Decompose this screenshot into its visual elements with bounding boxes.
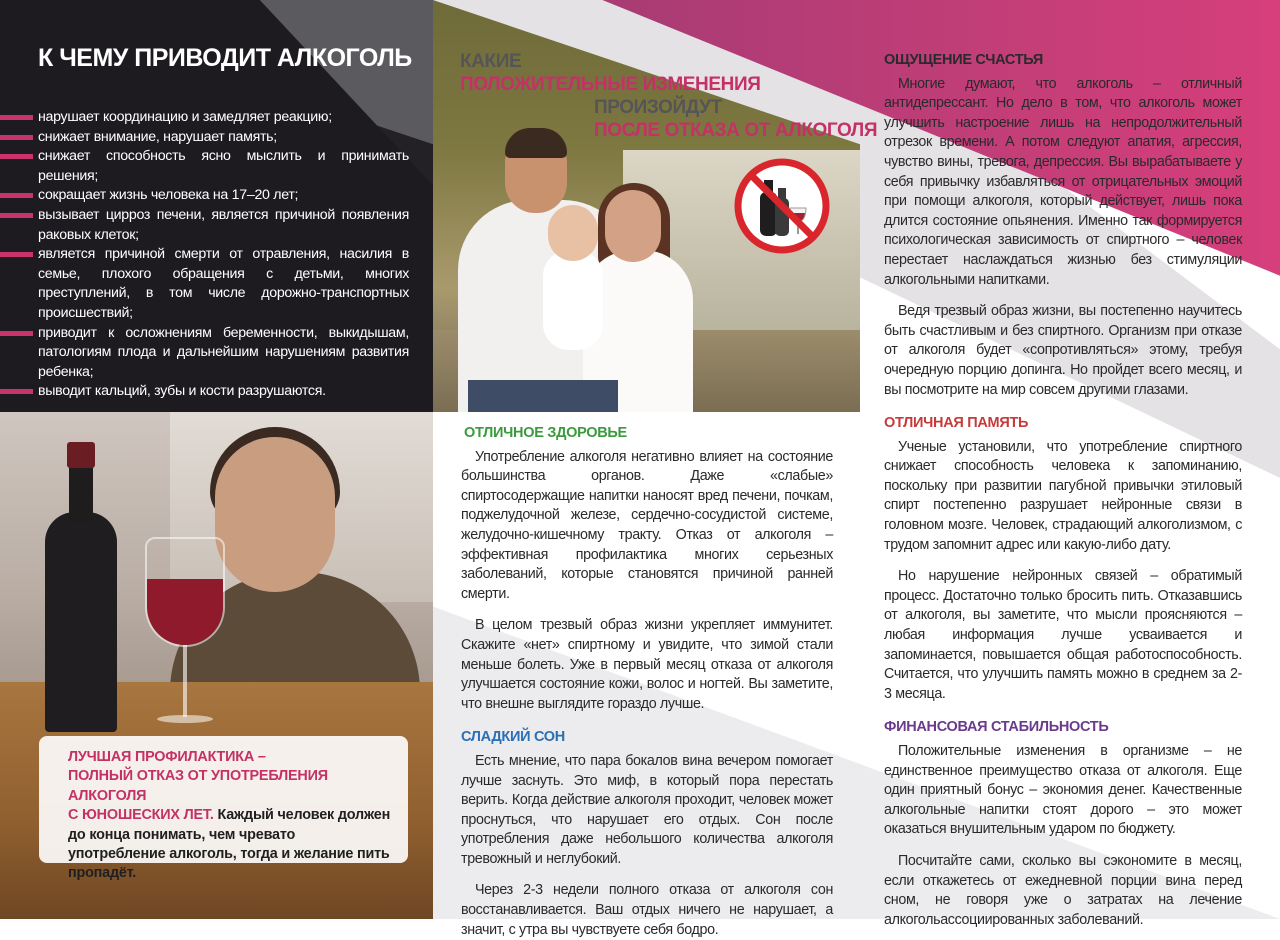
harm-item-text: снижает способность ясно мыслить и принимать решения; [38, 148, 409, 184]
prevention-text: Каждый человек должен до конца понимать, чем чревато употребление алкоголь, тогда и желание пить пропадёт. [68, 807, 391, 882]
no-alcohol-icon [734, 158, 830, 254]
harm-item [0, 206, 425, 245]
bullet-bar-icon [0, 252, 33, 257]
bullet-bar-icon [0, 389, 33, 394]
memory-paragraph-1: Ученые установили, что употребление спиртного снижает способность человека к запоминанию, поскольку при развитии пагубной привычки этиловый спирт постепенно разрушает нейронные связи в головном мозге. Человек, страдающий алкоголизмом, с трудом запомнит адрес или какую-либо дату. [884, 438, 1242, 553]
heading-line-1: КАКИЕ [460, 51, 522, 72]
wine-bottle-icon [45, 442, 117, 732]
happiness-paragraph-2: Ведя трезвый образ жизни, вы постепенно научитесь быть счастливым и без спиртного. Организм при отказе от алкоголя будет «сопротивляться» этому, требуя очередную порцию допинга. Но пройдет всего месяц, и вы посмотрите на мир совсем другими глазами. [884, 303, 1242, 398]
harm-item-text: выводит кальций, зубы и кости разрушаются. [38, 383, 326, 400]
finance-title: ФИНАНСОВАЯ СТАБИЛЬНОСТЬ [884, 719, 1109, 736]
harm-item [0, 108, 425, 128]
prevention-line-1: ЛУЧШАЯ ПРОФИЛАКТИКА – [68, 749, 266, 765]
harm-item-text: является причиной смерти от отравления, насилия в семье, плохого обращения с детьми, многих преступлений, в том числе дорожно-транспортных происшествий; [38, 246, 409, 321]
harm-title: К ЧЕМУ ПРИВОДИТ АЛКОГОЛЬ [38, 44, 412, 72]
heading-line-3: ПРОИЗОЙДУТ [594, 97, 722, 118]
prevention-callout [39, 736, 408, 882]
prevention-line-2: ПОЛНЫЙ ОТКАЗ ОТ УПОТРЕБЛЕНИЯ АЛКОГОЛЯ [68, 768, 328, 804]
prevention-line-3: С ЮНОШЕСКИХ ЛЕТ. [68, 807, 214, 824]
heading-line-2: ПОЛОЖИТЕЛЬНЫЕ ИЗМЕНЕНИЯ [460, 74, 761, 95]
bullet-bar-icon [0, 154, 33, 159]
sleep-title: СЛАДКИЙ СОН [461, 729, 565, 746]
heading-line-4: ПОСЛЕ ОТКАЗА ОТ АЛКОГОЛЯ [594, 120, 878, 141]
bullet-bar-icon [0, 213, 33, 218]
harm-item-text: нарушает координацию и замедляет реакцию; [38, 109, 332, 125]
health-paragraph-2: В целом трезвый образ жизни укрепляет иммунитет. Скажите «нет» спиртному и увидите, что зимой стали меньше болеть. Уже в первый месяц отказа от алкоголя улучшается состояние кожи, волос и ногтей. Вы заметите, что внешне выглядите гораздо лучше. [461, 617, 833, 712]
harm-item-text: снижает внимание, нарушает память; [38, 128, 277, 145]
finance-paragraph-1: Положительные изменения в организме – не единственное преимущество отказа от алкоголя. Еще один приятный бонус – экономия денег. Качественные алкогольные напитки стоят дорого – это может оказаться внушительным ударом по бюджету. [884, 743, 1242, 838]
bullet-bar-icon [0, 193, 33, 198]
harm-item [0, 147, 425, 186]
harm-item [0, 324, 425, 383]
changes-heading [460, 50, 877, 142]
happiness-title: ОЩУЩЕНИЕ СЧАСТЬЯ [884, 52, 1043, 68]
sleep-paragraph-2: Через 2-3 недели полного отказа от алкоголя сон восстанавливается. Ваш отдых ничего не нарушает, а значит, с утра вы чувствуете себя бодро. [461, 882, 833, 938]
memory-title: ОТЛИЧНАЯ ПАМЯТЬ [884, 415, 1029, 432]
right-column [884, 51, 1242, 930]
wine-glass-icon [145, 537, 225, 727]
harm-list [0, 108, 425, 402]
harm-item [0, 128, 425, 148]
middle-column [461, 424, 833, 940]
harm-item-text: приводит к осложнениям беременности, выкидышам, патологиям плода и дальнейшим нарушениям развития ребенка; [38, 324, 409, 380]
harm-item [0, 186, 425, 206]
health-paragraph-1: Употребление алкоголя негативно влияет на состояние большинства органов. Даже «слабые» спиртосодержащие напитки наносят вред печени, почкам, поджелудочной железе, сердечно-сосудистой системе, желудочно-кишечному тракту. Отказ от алкоголя – эффективная профилактика многих серьезных заболеваний, которые становятся причиной ранней смерти. [461, 448, 833, 602]
harm-item-text: вызывает цирроз печени, является причиной появления раковых клеток; [38, 206, 409, 243]
bullet-bar-icon [0, 135, 33, 140]
finance-paragraph-2: Посчитайте сами, сколько вы сэкономите в месяц, если откажетесь от ежедневной порции вина перед сном, не говоря уже о затратах на лечение алкогольассоциированных заболеваний. [884, 852, 1242, 928]
bullet-bar-icon [0, 331, 33, 336]
happiness-paragraph-1: Многие думают, что алкоголь – отличный антидепрессант. Но дело в том, что алкоголь может улучшить настроение лишь на непродолжительный отрезок времени. А потом следуют апатия, агрессия, чувство вины, тревога, депрессия. Вы вырабатываете у себя привычку избавляться от отрицательных эмоций при помощи алкоголя, который действует, лишь пока длится состояние опьянения. Именно так формируется психологическая зависимость от спиртного – человек перестает наслаждаться жизнью без стимуляции алкогольными напитками. [884, 75, 1242, 288]
harm-item [0, 382, 425, 402]
harm-item [0, 245, 425, 323]
harm-item-text: сокращает жизнь человека на 17–20 лет; [38, 187, 299, 204]
memory-paragraph-2: Но нарушение нейронных связей – обратимый процесс. Достаточно только бросить пить. Отказавшись от алкоголя, вы заметите, что мысли проясняются – любая информация лучше усваивается и запоминается, повышается общая работоспособность. Считается, что улучшить память можно в среднем за 2-3 месяца. [884, 568, 1242, 702]
health-title: ОТЛИЧНОЕ ЗДОРОВЬЕ [464, 425, 627, 441]
bullet-bar-icon [0, 115, 33, 120]
sleep-paragraph-1: Есть мнение, что пара бокалов вина вечером помогает лучше заснуть. Это миф, в который пора перестать верить. Когда действие алкоголя проходит, человек может проснуться, что нарушает его отдых. Сон после употребления даже небольшого количества алкоголя тревожный и неглубокий. [461, 752, 833, 867]
